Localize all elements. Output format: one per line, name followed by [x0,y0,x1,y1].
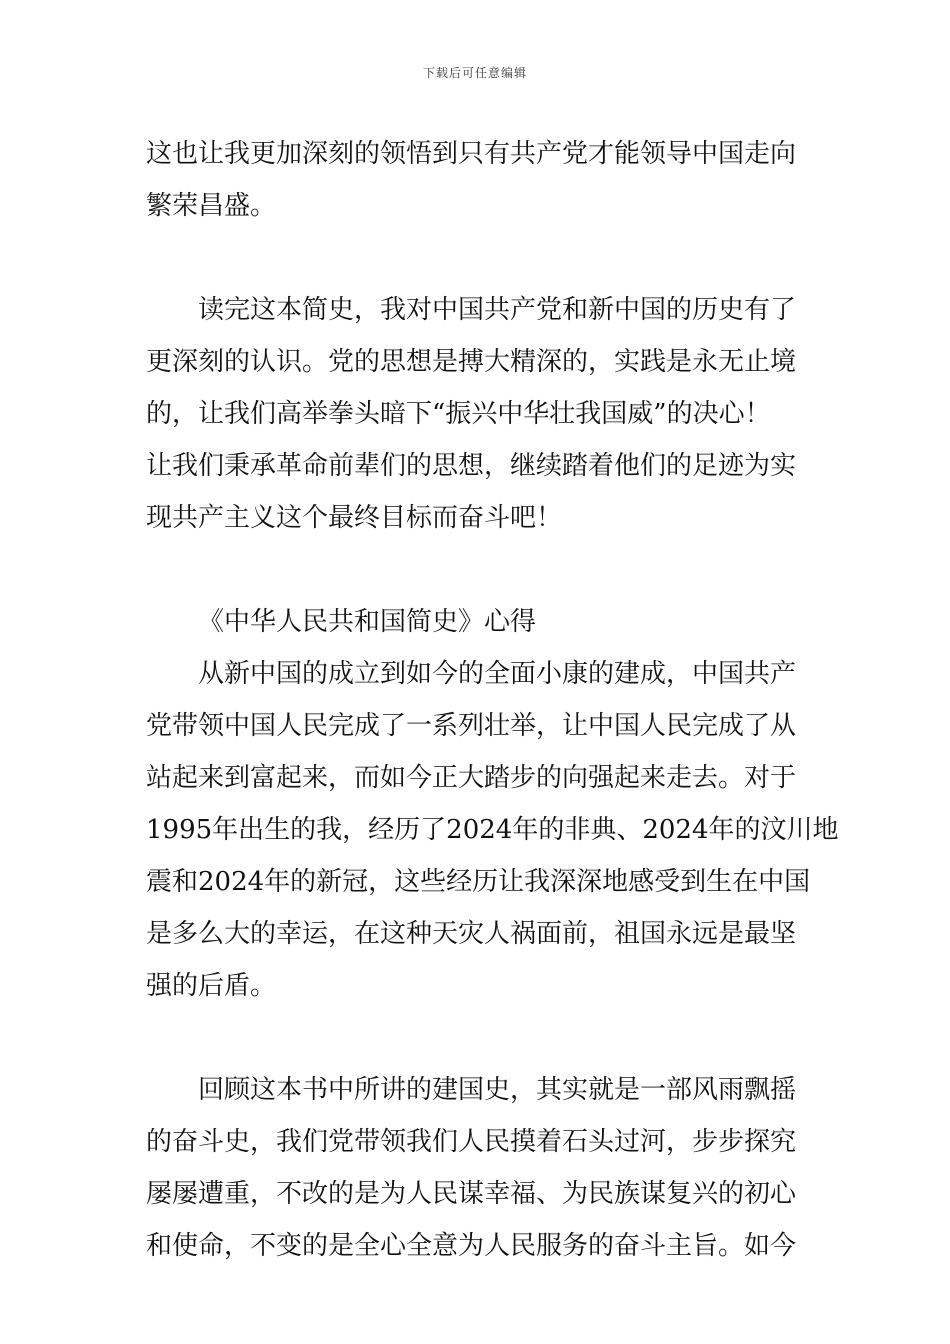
text-line: 回顾这本书中所讲的建国史，其实就是一部风雨飘摇 [198,1075,797,1105]
text-line: 的奋斗史，我们党带领我们人民摸着石头过河，步步探究 [146,1127,797,1157]
text-line: 现共产主义这个最终目标而奋斗吧！ [146,503,563,533]
text-line: 的，让我们高举拳头暗下“振兴中华壮我国威”的决心！ [146,399,771,429]
text-line: 站起来到富起来，而如今正大踏步的向强起来走去。对于 [146,763,797,793]
text-line: 读完这本简史，我对中国共产党和新中国的历史有了 [198,295,797,325]
text-line: 从新中国的成立到如今的全面小康的建成，中国共产 [198,659,797,689]
text-line: 和使命，不变的是全心全意为人民服务的奋斗主旨。如今 [146,1231,797,1261]
text-line: 让我们秉承革命前辈们的思想，继续踏着他们的足迹为实 [146,451,797,481]
paragraph-1 [146,128,808,232]
document-body [146,128,839,1272]
paragraph-3 [146,596,839,1012]
section-title: 《中华人民共和国简史》心得 [198,607,537,637]
text-line: 党带领中国人民完成了一系列壮举，让中国人民完成了从 [146,711,797,741]
text-line: 屡屡遭重，不改的是为人民谋幸福、为民族谋复兴的初心 [146,1179,797,1209]
page-header-note: 下载后可任意编辑 [422,66,527,80]
paragraph-4 [146,1064,808,1272]
text-line: 更深刻的认识。党的思想是搏大精深的，实践是永无止境 [146,347,797,377]
text-line: 这也让我更加深刻的领悟到只有共产党才能领导中国走向 [146,139,797,169]
text-line: 是多么大的幸运，在这种天灾人祸面前，祖国永远是最坚 [146,919,797,949]
text-line: 震和2024年的新冠，这些经历让我深深地感受到生在中国 [146,867,811,897]
paragraph-spacer [146,232,808,284]
paragraph-2 [146,284,808,544]
paragraph-spacer [146,1012,808,1064]
paragraph-spacer [146,544,808,596]
text-line: 强的后盾。 [146,971,277,1001]
text-line: 繁荣昌盛。 [146,191,277,221]
text-line: 1995年出生的我，经历了2024年的非典、2024年的汶川地 [146,815,839,845]
